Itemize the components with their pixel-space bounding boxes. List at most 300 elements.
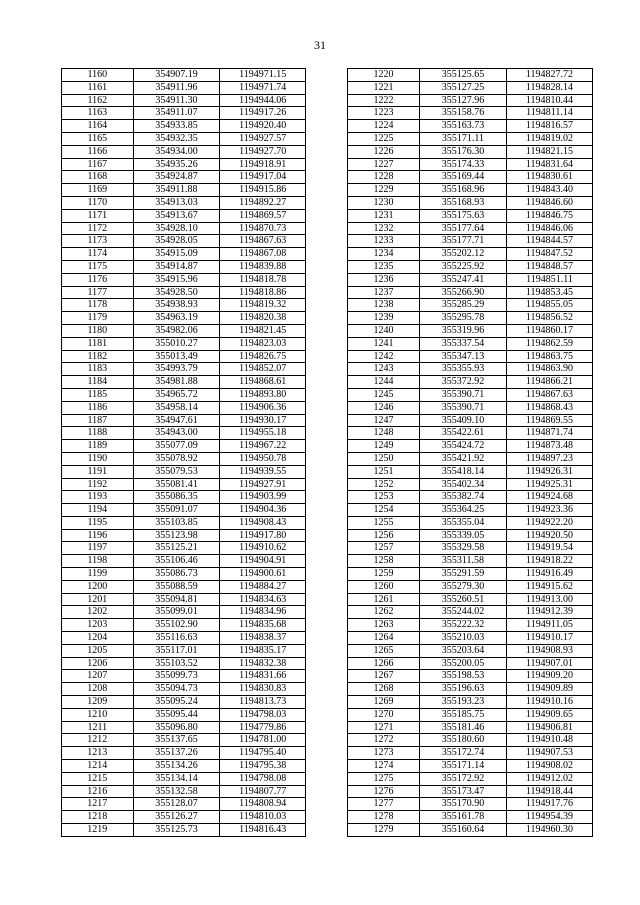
x-coordinate-cell: 355402.34 (420, 478, 507, 491)
table-row (348, 670, 593, 683)
point-number-cell: 1204 (62, 632, 134, 645)
y-coordinate-cell: 1194908.43 (220, 516, 306, 529)
y-coordinate-cell: 1194944.06 (220, 94, 306, 107)
x-coordinate-cell: 355079.53 (133, 465, 220, 478)
x-coordinate-cell: 354924.87 (133, 171, 220, 184)
y-coordinate-cell: 1194867.63 (507, 388, 593, 401)
y-coordinate-cell: 1194873.48 (507, 440, 593, 453)
y-coordinate-cell: 1194831.66 (220, 670, 306, 683)
table-row (348, 388, 593, 401)
y-coordinate-cell: 1194869.57 (220, 209, 306, 222)
table-row (348, 273, 593, 286)
x-coordinate-cell: 355086.35 (133, 491, 220, 504)
table-row (348, 107, 593, 120)
point-number-cell: 1248 (348, 427, 420, 440)
point-number-cell: 1243 (348, 363, 420, 376)
x-coordinate-cell: 355125.73 (133, 824, 220, 837)
point-number-cell: 1210 (62, 708, 134, 721)
x-coordinate-cell: 354911.96 (133, 81, 220, 94)
y-coordinate-cell: 1194924.68 (507, 491, 593, 504)
x-coordinate-cell: 355260.51 (420, 593, 507, 606)
y-coordinate-cell: 1194853.45 (507, 286, 593, 299)
table-row (348, 120, 593, 133)
table-row (62, 452, 306, 465)
y-coordinate-cell: 1194915.62 (507, 580, 593, 593)
x-coordinate-cell: 355158.76 (420, 107, 507, 120)
x-coordinate-cell: 355103.52 (133, 657, 220, 670)
point-number-cell: 1249 (348, 440, 420, 453)
point-number-cell: 1177 (62, 286, 134, 299)
point-number-cell: 1232 (348, 222, 420, 235)
y-coordinate-cell: 1194927.57 (220, 132, 306, 145)
point-number-cell: 1162 (62, 94, 134, 107)
point-number-cell: 1214 (62, 760, 134, 773)
y-coordinate-cell: 1194844.57 (507, 235, 593, 248)
point-number-cell: 1169 (62, 184, 134, 197)
x-coordinate-cell: 355196.63 (420, 683, 507, 696)
y-coordinate-cell: 1194843.40 (507, 184, 593, 197)
y-coordinate-cell: 1194823.03 (220, 337, 306, 350)
point-number-cell: 1189 (62, 440, 134, 453)
y-coordinate-cell: 1194950.78 (220, 452, 306, 465)
point-number-cell: 1269 (348, 696, 420, 709)
y-coordinate-cell: 1194860.17 (507, 324, 593, 337)
x-coordinate-cell: 355116.63 (133, 632, 220, 645)
x-coordinate-cell: 355081.41 (133, 478, 220, 491)
point-number-cell: 1276 (348, 785, 420, 798)
table-row (62, 401, 306, 414)
point-number-cell: 1251 (348, 465, 420, 478)
table-row (62, 94, 306, 107)
x-coordinate-cell: 354911.30 (133, 94, 220, 107)
table-row (348, 593, 593, 606)
table-row (348, 721, 593, 734)
table-row (62, 376, 306, 389)
table-row (62, 555, 306, 568)
point-number-cell: 1277 (348, 798, 420, 811)
table-row (62, 81, 306, 94)
x-coordinate-cell: 355200.05 (420, 657, 507, 670)
x-coordinate-cell: 355347.13 (420, 350, 507, 363)
point-number-cell: 1164 (62, 120, 134, 133)
y-coordinate-cell: 1194831.64 (507, 158, 593, 171)
table-row (62, 440, 306, 453)
y-coordinate-cell: 1194917.04 (220, 171, 306, 184)
x-coordinate-cell: 354965.72 (133, 388, 220, 401)
x-coordinate-cell: 355364.25 (420, 504, 507, 517)
x-coordinate-cell: 354958.14 (133, 401, 220, 414)
x-coordinate-cell: 355171.11 (420, 132, 507, 145)
coordinates-table-left (61, 68, 306, 837)
y-coordinate-cell: 1194820.38 (220, 312, 306, 325)
x-coordinate-cell: 355337.54 (420, 337, 507, 350)
point-number-cell: 1199 (62, 568, 134, 581)
table-row (348, 350, 593, 363)
point-number-cell: 1212 (62, 734, 134, 747)
point-number-cell: 1173 (62, 235, 134, 248)
y-coordinate-cell: 1194795.38 (220, 760, 306, 773)
x-coordinate-cell: 355123.98 (133, 529, 220, 542)
x-coordinate-cell: 354932.35 (133, 132, 220, 145)
point-number-cell: 1257 (348, 542, 420, 555)
point-number-cell: 1263 (348, 619, 420, 632)
x-coordinate-cell: 354913.67 (133, 209, 220, 222)
table-row (348, 516, 593, 529)
table-row (348, 619, 593, 632)
table-row (62, 132, 306, 145)
x-coordinate-cell: 355193.23 (420, 696, 507, 709)
x-coordinate-cell: 355421.92 (420, 452, 507, 465)
point-number-cell: 1221 (348, 81, 420, 94)
point-number-cell: 1247 (348, 414, 420, 427)
table-row (62, 363, 306, 376)
point-number-cell: 1194 (62, 504, 134, 517)
point-number-cell: 1168 (62, 171, 134, 184)
point-number-cell: 1238 (348, 299, 420, 312)
x-coordinate-cell: 355295.78 (420, 312, 507, 325)
y-coordinate-cell: 1194846.06 (507, 222, 593, 235)
point-number-cell: 1268 (348, 683, 420, 696)
x-coordinate-cell: 355203.64 (420, 644, 507, 657)
table-row (62, 696, 306, 709)
point-number-cell: 1198 (62, 555, 134, 568)
x-coordinate-cell: 355099.01 (133, 606, 220, 619)
point-number-cell: 1225 (348, 132, 420, 145)
point-number-cell: 1266 (348, 657, 420, 670)
point-number-cell: 1273 (348, 747, 420, 760)
y-coordinate-cell: 1194910.48 (507, 734, 593, 747)
y-coordinate-cell: 1194909.20 (507, 670, 593, 683)
table-row (62, 542, 306, 555)
table-row (62, 273, 306, 286)
x-coordinate-cell: 354928.50 (133, 286, 220, 299)
y-coordinate-cell: 1194892.27 (220, 196, 306, 209)
table-row (62, 747, 306, 760)
point-number-cell: 1200 (62, 580, 134, 593)
y-coordinate-cell: 1194818.86 (220, 286, 306, 299)
x-coordinate-cell: 355094.73 (133, 683, 220, 696)
y-coordinate-cell: 1194779.86 (220, 721, 306, 734)
x-coordinate-cell: 355077.09 (133, 440, 220, 453)
y-coordinate-cell: 1194910.62 (220, 542, 306, 555)
y-coordinate-cell: 1194830.61 (507, 171, 593, 184)
table-row (348, 81, 593, 94)
x-coordinate-cell: 354982.06 (133, 324, 220, 337)
point-number-cell: 1224 (348, 120, 420, 133)
table-row (348, 158, 593, 171)
x-coordinate-cell: 354963.19 (133, 312, 220, 325)
table-row (62, 632, 306, 645)
x-coordinate-cell: 355128.07 (133, 798, 220, 811)
x-coordinate-cell: 355117.01 (133, 644, 220, 657)
y-coordinate-cell: 1194810.44 (507, 94, 593, 107)
y-coordinate-cell: 1194917.26 (220, 107, 306, 120)
table-row (62, 69, 306, 82)
y-coordinate-cell: 1194922.20 (507, 516, 593, 529)
y-coordinate-cell: 1194910.16 (507, 696, 593, 709)
y-coordinate-cell: 1194866.21 (507, 376, 593, 389)
table-row (348, 299, 593, 312)
x-coordinate-cell: 355418.14 (420, 465, 507, 478)
point-number-cell: 1170 (62, 196, 134, 209)
y-coordinate-cell: 1194821.45 (220, 324, 306, 337)
point-number-cell: 1206 (62, 657, 134, 670)
y-coordinate-cell: 1194939.55 (220, 465, 306, 478)
x-coordinate-cell: 355102.90 (133, 619, 220, 632)
x-coordinate-cell: 355177.71 (420, 235, 507, 248)
y-coordinate-cell: 1194851.11 (507, 273, 593, 286)
x-coordinate-cell: 354938.93 (133, 299, 220, 312)
y-coordinate-cell: 1194909.89 (507, 683, 593, 696)
y-coordinate-cell: 1194870.73 (220, 222, 306, 235)
table-row (62, 222, 306, 235)
table-row (62, 248, 306, 261)
point-number-cell: 1242 (348, 350, 420, 363)
y-coordinate-cell: 1194918.22 (507, 555, 593, 568)
table-row (62, 644, 306, 657)
table-row (62, 414, 306, 427)
y-coordinate-cell: 1194835.68 (220, 619, 306, 632)
table-row (348, 222, 593, 235)
y-coordinate-cell: 1194954.39 (507, 811, 593, 824)
table-row (62, 593, 306, 606)
x-coordinate-cell: 354913.03 (133, 196, 220, 209)
point-number-cell: 1195 (62, 516, 134, 529)
point-number-cell: 1222 (348, 94, 420, 107)
x-coordinate-cell: 355172.92 (420, 772, 507, 785)
table-row (62, 721, 306, 734)
x-coordinate-cell: 355103.85 (133, 516, 220, 529)
x-coordinate-cell: 354943.00 (133, 427, 220, 440)
y-coordinate-cell: 1194828.14 (507, 81, 593, 94)
point-number-cell: 1261 (348, 593, 420, 606)
x-coordinate-cell: 355409.10 (420, 414, 507, 427)
x-coordinate-cell: 355355.04 (420, 516, 507, 529)
table-row (348, 260, 593, 273)
x-coordinate-cell: 354907.19 (133, 69, 220, 82)
y-coordinate-cell: 1194830.83 (220, 683, 306, 696)
point-number-cell: 1229 (348, 184, 420, 197)
point-number-cell: 1267 (348, 670, 420, 683)
point-number-cell: 1245 (348, 388, 420, 401)
table-row (348, 363, 593, 376)
y-coordinate-cell: 1194852.07 (220, 363, 306, 376)
x-coordinate-cell: 355134.14 (133, 772, 220, 785)
point-number-cell: 1260 (348, 580, 420, 593)
table-row (348, 145, 593, 158)
x-coordinate-cell: 355339.05 (420, 529, 507, 542)
point-number-cell: 1184 (62, 376, 134, 389)
table-row (348, 760, 593, 773)
x-coordinate-cell: 355171.14 (420, 760, 507, 773)
y-coordinate-cell: 1194781.00 (220, 734, 306, 747)
table-row (62, 568, 306, 581)
y-coordinate-cell: 1194868.43 (507, 401, 593, 414)
coordinates-table-right (347, 68, 593, 837)
x-coordinate-cell: 355095.24 (133, 696, 220, 709)
point-number-cell: 1178 (62, 299, 134, 312)
x-coordinate-cell: 355127.96 (420, 94, 507, 107)
page-number: 31 (314, 38, 326, 52)
x-coordinate-cell: 355291.59 (420, 568, 507, 581)
x-coordinate-cell: 355319.96 (420, 324, 507, 337)
y-coordinate-cell: 1194808.94 (220, 798, 306, 811)
y-coordinate-cell: 1194819.02 (507, 132, 593, 145)
table-row (348, 811, 593, 824)
y-coordinate-cell: 1194918.44 (507, 785, 593, 798)
x-coordinate-cell: 355172.74 (420, 747, 507, 760)
x-coordinate-cell: 355185.75 (420, 708, 507, 721)
table-row (62, 324, 306, 337)
y-coordinate-cell: 1194909.65 (507, 708, 593, 721)
table-row (62, 145, 306, 158)
point-number-cell: 1161 (62, 81, 134, 94)
point-number-cell: 1278 (348, 811, 420, 824)
table-row (348, 683, 593, 696)
y-coordinate-cell: 1194810.03 (220, 811, 306, 824)
point-number-cell: 1202 (62, 606, 134, 619)
x-coordinate-cell: 355170.90 (420, 798, 507, 811)
point-number-cell: 1175 (62, 260, 134, 273)
table-row (348, 772, 593, 785)
x-coordinate-cell: 355125.21 (133, 542, 220, 555)
y-coordinate-cell: 1194927.91 (220, 478, 306, 491)
y-coordinate-cell: 1194834.63 (220, 593, 306, 606)
y-coordinate-cell: 1194846.60 (507, 196, 593, 209)
x-coordinate-cell: 355279.30 (420, 580, 507, 593)
y-coordinate-cell: 1194913.00 (507, 593, 593, 606)
x-coordinate-cell: 355099.73 (133, 670, 220, 683)
x-coordinate-cell: 354911.07 (133, 107, 220, 120)
point-number-cell: 1191 (62, 465, 134, 478)
x-coordinate-cell: 355225.92 (420, 260, 507, 273)
x-coordinate-cell: 355127.25 (420, 81, 507, 94)
table-row (348, 248, 593, 261)
point-number-cell: 1255 (348, 516, 420, 529)
table-row (348, 542, 593, 555)
point-number-cell: 1264 (348, 632, 420, 645)
point-number-cell: 1230 (348, 196, 420, 209)
table-row (62, 760, 306, 773)
y-coordinate-cell: 1194834.96 (220, 606, 306, 619)
point-number-cell: 1235 (348, 260, 420, 273)
y-coordinate-cell: 1194846.75 (507, 209, 593, 222)
y-coordinate-cell: 1194856.52 (507, 312, 593, 325)
point-number-cell: 1182 (62, 350, 134, 363)
x-coordinate-cell: 354915.96 (133, 273, 220, 286)
table-row (62, 580, 306, 593)
y-coordinate-cell: 1194908.93 (507, 644, 593, 657)
table-row (62, 772, 306, 785)
table-row (348, 504, 593, 517)
x-coordinate-cell: 355247.41 (420, 273, 507, 286)
point-number-cell: 1188 (62, 427, 134, 440)
table-row (348, 529, 593, 542)
point-number-cell: 1205 (62, 644, 134, 657)
y-coordinate-cell: 1194912.02 (507, 772, 593, 785)
table-row (62, 427, 306, 440)
y-coordinate-cell: 1194868.61 (220, 376, 306, 389)
table-row (62, 606, 306, 619)
table-row (62, 171, 306, 184)
point-number-cell: 1270 (348, 708, 420, 721)
point-number-cell: 1246 (348, 401, 420, 414)
point-number-cell: 1197 (62, 542, 134, 555)
table-row (348, 209, 593, 222)
table-row (62, 708, 306, 721)
table-row (348, 824, 593, 837)
point-number-cell: 1190 (62, 452, 134, 465)
y-coordinate-cell: 1194911.05 (507, 619, 593, 632)
table-row (348, 555, 593, 568)
table-row (62, 337, 306, 350)
y-coordinate-cell: 1194927.70 (220, 145, 306, 158)
x-coordinate-cell: 354934.00 (133, 145, 220, 158)
x-coordinate-cell: 355175.63 (420, 209, 507, 222)
x-coordinate-cell: 355168.93 (420, 196, 507, 209)
point-number-cell: 1271 (348, 721, 420, 734)
table-row (62, 312, 306, 325)
x-coordinate-cell: 355424.72 (420, 440, 507, 453)
table-row (62, 209, 306, 222)
y-coordinate-cell: 1194926.31 (507, 465, 593, 478)
table-row (62, 670, 306, 683)
x-coordinate-cell: 355091.07 (133, 504, 220, 517)
table-row (348, 324, 593, 337)
x-coordinate-cell: 355086.73 (133, 568, 220, 581)
x-coordinate-cell: 355013.49 (133, 350, 220, 363)
table-row (348, 644, 593, 657)
point-number-cell: 1183 (62, 363, 134, 376)
point-number-cell: 1233 (348, 235, 420, 248)
point-number-cell: 1217 (62, 798, 134, 811)
y-coordinate-cell: 1194869.55 (507, 414, 593, 427)
y-coordinate-cell: 1194919.54 (507, 542, 593, 555)
y-coordinate-cell: 1194855.05 (507, 299, 593, 312)
table-row (348, 401, 593, 414)
y-coordinate-cell: 1194807.77 (220, 785, 306, 798)
point-number-cell: 1220 (348, 69, 420, 82)
point-number-cell: 1275 (348, 772, 420, 785)
table-row (62, 196, 306, 209)
y-coordinate-cell: 1194904.36 (220, 504, 306, 517)
point-number-cell: 1187 (62, 414, 134, 427)
x-coordinate-cell: 355222.32 (420, 619, 507, 632)
table-row (62, 120, 306, 133)
x-coordinate-cell: 354933.85 (133, 120, 220, 133)
y-coordinate-cell: 1194960.30 (507, 824, 593, 837)
y-coordinate-cell: 1194862.59 (507, 337, 593, 350)
x-coordinate-cell: 355168.96 (420, 184, 507, 197)
table-row (62, 286, 306, 299)
x-coordinate-cell: 355372.92 (420, 376, 507, 389)
point-number-cell: 1174 (62, 248, 134, 261)
table-row (348, 452, 593, 465)
x-coordinate-cell: 355176.30 (420, 145, 507, 158)
table-row (348, 427, 593, 440)
x-coordinate-cell: 355169.44 (420, 171, 507, 184)
y-coordinate-cell: 1194906.36 (220, 401, 306, 414)
y-coordinate-cell: 1194795.40 (220, 747, 306, 760)
point-number-cell: 1254 (348, 504, 420, 517)
point-number-cell: 1252 (348, 478, 420, 491)
point-number-cell: 1228 (348, 171, 420, 184)
point-number-cell: 1237 (348, 286, 420, 299)
y-coordinate-cell: 1194863.90 (507, 363, 593, 376)
y-coordinate-cell: 1194923.36 (507, 504, 593, 517)
y-coordinate-cell: 1194871.74 (507, 427, 593, 440)
point-number-cell: 1250 (348, 452, 420, 465)
